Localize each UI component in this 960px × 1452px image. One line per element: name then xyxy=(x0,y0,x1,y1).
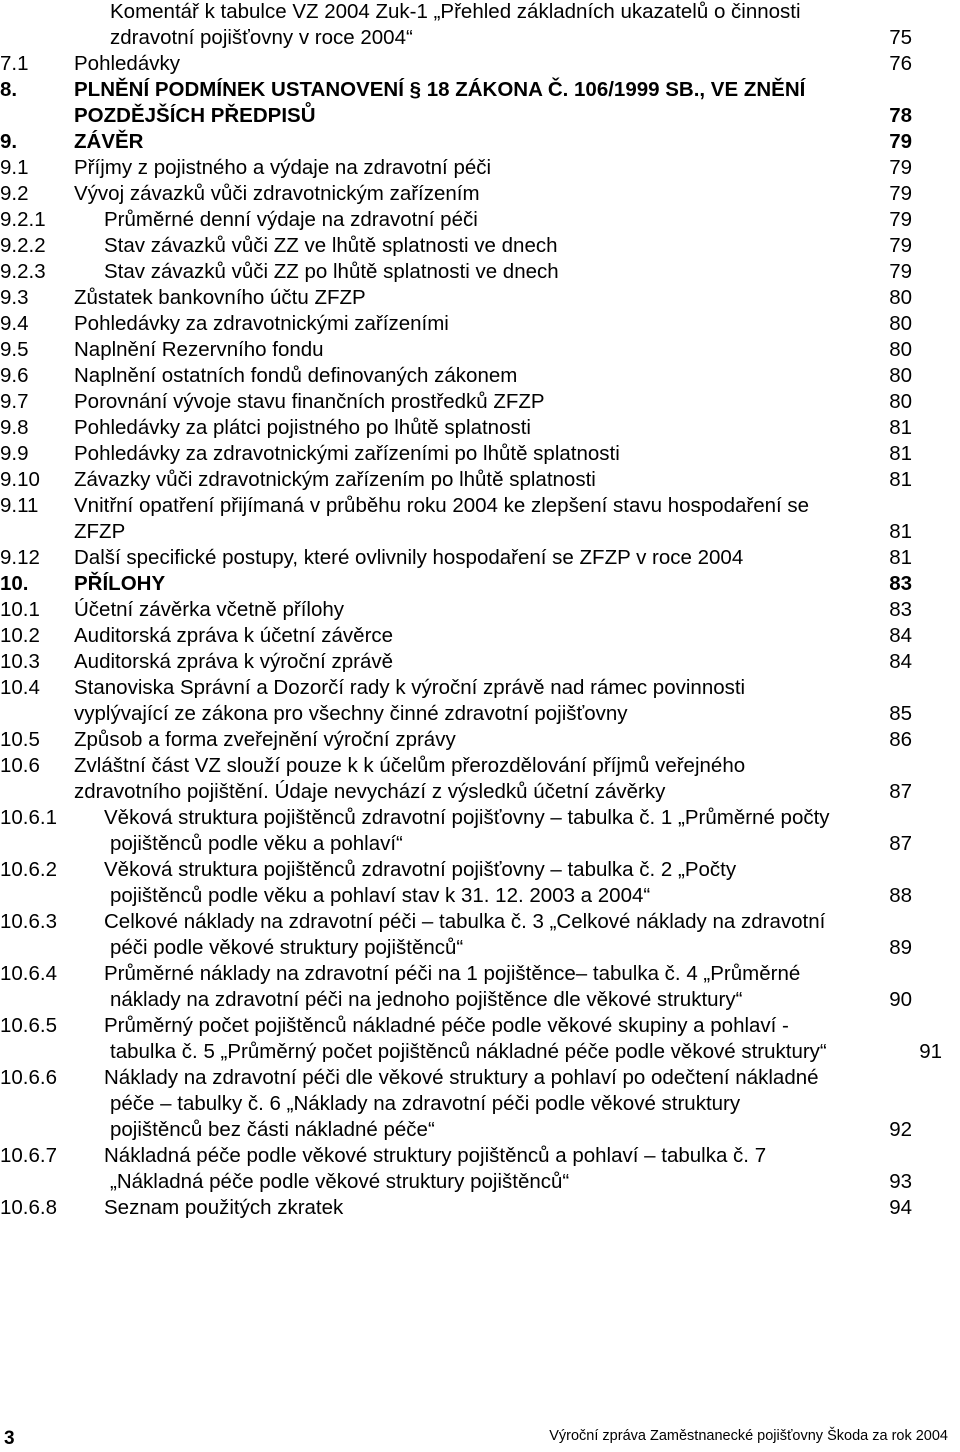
toc-entry-title: Naplnění Rezervního fondu xyxy=(74,338,324,361)
toc-entry-page: 76 xyxy=(889,52,912,75)
toc-entry-number: 7.1 xyxy=(0,52,29,75)
toc-entry-number: 10.6 xyxy=(0,754,40,777)
toc-entry-number: 9.3 xyxy=(0,286,29,309)
toc-entry-title: Vývoj závazků vůči zdravotnickým zařízením xyxy=(74,182,480,205)
toc-entry-number: 10.3 xyxy=(0,650,40,673)
toc-entry-page: 79 xyxy=(889,182,912,205)
toc-entry-page: 79 xyxy=(889,130,912,153)
toc-entry-title: Věková struktura pojištěnců zdravotní pojišťovny – tabulka č. 1 „Průměrné počty xyxy=(104,806,830,829)
toc-entry-number: 9.12 xyxy=(0,546,40,569)
toc-entry-page: 80 xyxy=(889,338,912,361)
toc-entry-title: Pohledávky za zdravotnickými zařízeními xyxy=(74,312,449,335)
toc-entry-title: zdravotního pojištění. Údaje nevychází z výsledků účetní závěrky xyxy=(74,780,666,803)
toc-entry-page: 91 xyxy=(919,1040,942,1063)
toc-entry-page: 80 xyxy=(889,390,912,413)
toc-entry-title: Stav závazků vůči ZZ ve lhůtě splatnosti ve dnech xyxy=(104,234,558,257)
toc-entry-title: tabulka č. 5 „Průměrný počet pojištěnců nákladné péče podle věkové struktury“ xyxy=(110,1040,827,1063)
toc-entry-number: 9.2.3 xyxy=(0,260,46,283)
toc-entry-number: 9.6 xyxy=(0,364,29,387)
toc-entry-page: 87 xyxy=(889,780,912,803)
toc-entry-number: 10.6.6 xyxy=(0,1066,57,1089)
toc-entry-title: péče – tabulky č. 6 „Náklady na zdravotní péči podle věkové struktury xyxy=(110,1092,741,1115)
toc-entry-page: 79 xyxy=(889,234,912,257)
toc-entry-title: Seznam použitých zkratek xyxy=(104,1196,344,1219)
toc-entry-title: pojištěnců podle věku a pohlaví stav k 31. 12. 2003 a 2004“ xyxy=(110,884,651,907)
toc-entry-page: 75 xyxy=(889,26,912,49)
toc-entry-title: Zůstatek bankovního účtu ZFZP xyxy=(74,286,366,309)
toc-entry-page: 79 xyxy=(889,208,912,231)
toc-entry-title: Auditorská zpráva k účetní závěrce xyxy=(74,624,394,647)
toc-entry-title: Průměrný počet pojištěnců nákladné péče podle věkové skupiny a pohlaví - xyxy=(104,1014,789,1037)
toc-entry-page: 80 xyxy=(889,286,912,309)
toc-entry-title: Věková struktura pojištěnců zdravotní pojišťovny – tabulka č. 2 „Počty xyxy=(104,858,737,881)
toc-entry-page: 83 xyxy=(889,572,912,595)
toc-entry-title: POZDĚJŠÍCH PŘEDPISŮ xyxy=(74,104,316,127)
toc-entry-title: Auditorská zpráva k výroční zprávě xyxy=(74,650,394,673)
toc-entry-page: 84 xyxy=(889,624,912,647)
toc-entry-title: Zvláštní část VZ slouží pouze k k účelům přerozdělování příjmů veřejného xyxy=(74,754,746,777)
toc-entry-page: 81 xyxy=(889,520,912,543)
toc-entry-page: 79 xyxy=(889,260,912,283)
toc-entry-title: Závazky vůči zdravotnickým zařízením po lhůtě splatnosti xyxy=(74,468,596,491)
toc-entry-number: 9.5 xyxy=(0,338,29,361)
toc-entry-number: 10.1 xyxy=(0,598,40,621)
toc-entry-page: 80 xyxy=(889,312,912,335)
toc-entry-number: 9.7 xyxy=(0,390,29,413)
toc-entry-number: 9.2.1 xyxy=(0,208,46,231)
toc-entry-title: Vnitřní opatření přijímaná v průběhu roku 2004 ke zlepšení stavu hospodaření se xyxy=(74,494,810,517)
toc-entry-page: 81 xyxy=(889,546,912,569)
toc-entry-number: 9.1 xyxy=(0,156,29,179)
toc-entry-title: pojištěnců bez části nákladné péče“ xyxy=(110,1118,435,1141)
toc-entry-page: 80 xyxy=(889,364,912,387)
toc-entry-title: pojištěnců podle věku a pohlaví“ xyxy=(110,832,403,855)
toc-entry-title: Průměrné náklady na zdravotní péči na 1 pojištěnce– tabulka č. 4 „Průměrné xyxy=(104,962,801,985)
toc-entry-number: 10.2 xyxy=(0,624,40,647)
footer-page-number: 3 xyxy=(4,1428,15,1449)
toc-entry-number: 9.11 xyxy=(0,494,39,517)
toc-entry-title: Nákladná péče podle věkové struktury pojištěnců a pohlaví – tabulka č. 7 xyxy=(104,1144,767,1167)
toc-entry-page: 87 xyxy=(889,832,912,855)
toc-entry-page: 94 xyxy=(889,1196,912,1219)
toc-entry-title: péči podle věkové struktury pojištěnců“ xyxy=(110,936,464,959)
toc-entry-title: Celkové náklady na zdravotní péči – tabulka č. 3 „Celkové náklady na zdravotní xyxy=(104,910,826,933)
toc-entry-page: 81 xyxy=(889,468,912,491)
toc-entry-number: 9.10 xyxy=(0,468,40,491)
toc-entry-title: Průměrné denní výdaje na zdravotní péči xyxy=(104,208,478,231)
toc-entry-number: 9.2 xyxy=(0,182,29,205)
toc-entry-number: 10. xyxy=(0,572,29,595)
toc-entry-number: 10.6.8 xyxy=(0,1196,57,1219)
toc-entry-number: 9.9 xyxy=(0,442,29,465)
toc-entry-page: 85 xyxy=(889,702,912,725)
toc-entry-number: 9.4 xyxy=(0,312,29,335)
toc-entry-number: 10.5 xyxy=(0,728,40,751)
toc-entry-title: Pohledávky xyxy=(74,52,180,75)
toc-entry-title: zdravotní pojišťovny v roce 2004“ xyxy=(110,26,413,49)
toc-entry-page: 86 xyxy=(889,728,912,751)
toc-entry-number: 10.6.4 xyxy=(0,962,57,985)
toc-entry-page: 89 xyxy=(889,936,912,959)
toc-entry-page: 81 xyxy=(889,416,912,439)
toc-entry-number: 9. xyxy=(0,130,18,153)
toc-entry-title: PŘÍLOHY xyxy=(74,572,166,595)
toc-entry-title: Příjmy z pojistného a výdaje na zdravotní péči xyxy=(74,156,492,179)
toc-entry-number: 10.4 xyxy=(0,676,40,699)
toc-entry-number: 9.8 xyxy=(0,416,29,439)
toc-entry-number: 10.6.5 xyxy=(0,1014,57,1037)
toc-entry-title: Pohledávky za plátci pojistného po lhůtě splatnosti xyxy=(74,416,531,439)
toc-entry-title: Naplnění ostatních fondů definovaných zákonem xyxy=(74,364,518,387)
toc-entry-title: Porovnání vývoje stavu finančních prostředků ZFZP xyxy=(74,390,545,413)
toc-entry-title: ZFZP xyxy=(74,520,126,543)
toc-entry-title: Náklady na zdravotní péči dle věkové struktury a pohlaví po odečtení nákladné xyxy=(104,1066,819,1089)
toc-entry-title: Další specifické postupy, které ovlivnily hospodaření se ZFZP v roce 2004 xyxy=(74,546,744,569)
toc-entry-title: Stav závazků vůči ZZ po lhůtě splatnosti ve dnech xyxy=(104,260,559,283)
toc-entry-page: 84 xyxy=(889,650,912,673)
toc-entry-page: 83 xyxy=(889,598,912,621)
toc-entry-number: 10.6.3 xyxy=(0,910,57,933)
toc-entry-title: Stanoviska Správní a Dozorčí rady k výroční zprávě nad rámec povinnosti xyxy=(74,676,746,699)
footer-text: Výroční zpráva Zaměstnanecké pojišťovny Škoda za rok 2004 xyxy=(549,1428,948,1444)
toc-entry-page: 88 xyxy=(889,884,912,907)
toc-entry-title: Komentář k tabulce VZ 2004 Zuk-1 „Přehled základních ukazatelů o činnosti xyxy=(110,0,801,23)
toc-entry-title: „Nákladná péče podle věkové struktury pojištěnců“ xyxy=(110,1170,570,1193)
toc-entry-title: ZÁVĚR xyxy=(74,130,144,153)
toc-entry-title: náklady na zdravotní péči na jednoho pojištěnce dle věkové struktury“ xyxy=(110,988,743,1011)
toc-entry-number: 9.2.2 xyxy=(0,234,46,257)
toc-entry-number: 10.6.1 xyxy=(0,806,57,829)
toc-entry-page: 93 xyxy=(889,1170,912,1193)
toc-entry-title: Pohledávky za zdravotnickými zařízeními po lhůtě splatnosti xyxy=(74,442,620,465)
toc-entry-page: 79 xyxy=(889,156,912,179)
toc-entry-page: 90 xyxy=(889,988,912,1011)
toc-entry-number: 10.6.2 xyxy=(0,858,57,881)
toc-entry-number: 8. xyxy=(0,78,18,101)
toc-entry-title: Způsob a forma zveřejnění výroční zprávy xyxy=(74,728,456,751)
toc-entry-title: Účetní závěrka včetně přílohy xyxy=(74,598,345,621)
toc-entry-page: 92 xyxy=(889,1118,912,1141)
toc-entry-number: 10.6.7 xyxy=(0,1144,57,1167)
toc-entry-page: 78 xyxy=(889,104,912,127)
toc-entry-page: 81 xyxy=(889,442,912,465)
toc-entry-title: vyplývající ze zákona pro všechny činné zdravotní pojišťovny xyxy=(74,702,628,725)
toc-entry-title: PLNĚNÍ PODMÍNEK USTANOVENÍ § 18 ZÁKONA Č. 106/1999 SB., VE ZNĚNÍ xyxy=(74,78,806,101)
